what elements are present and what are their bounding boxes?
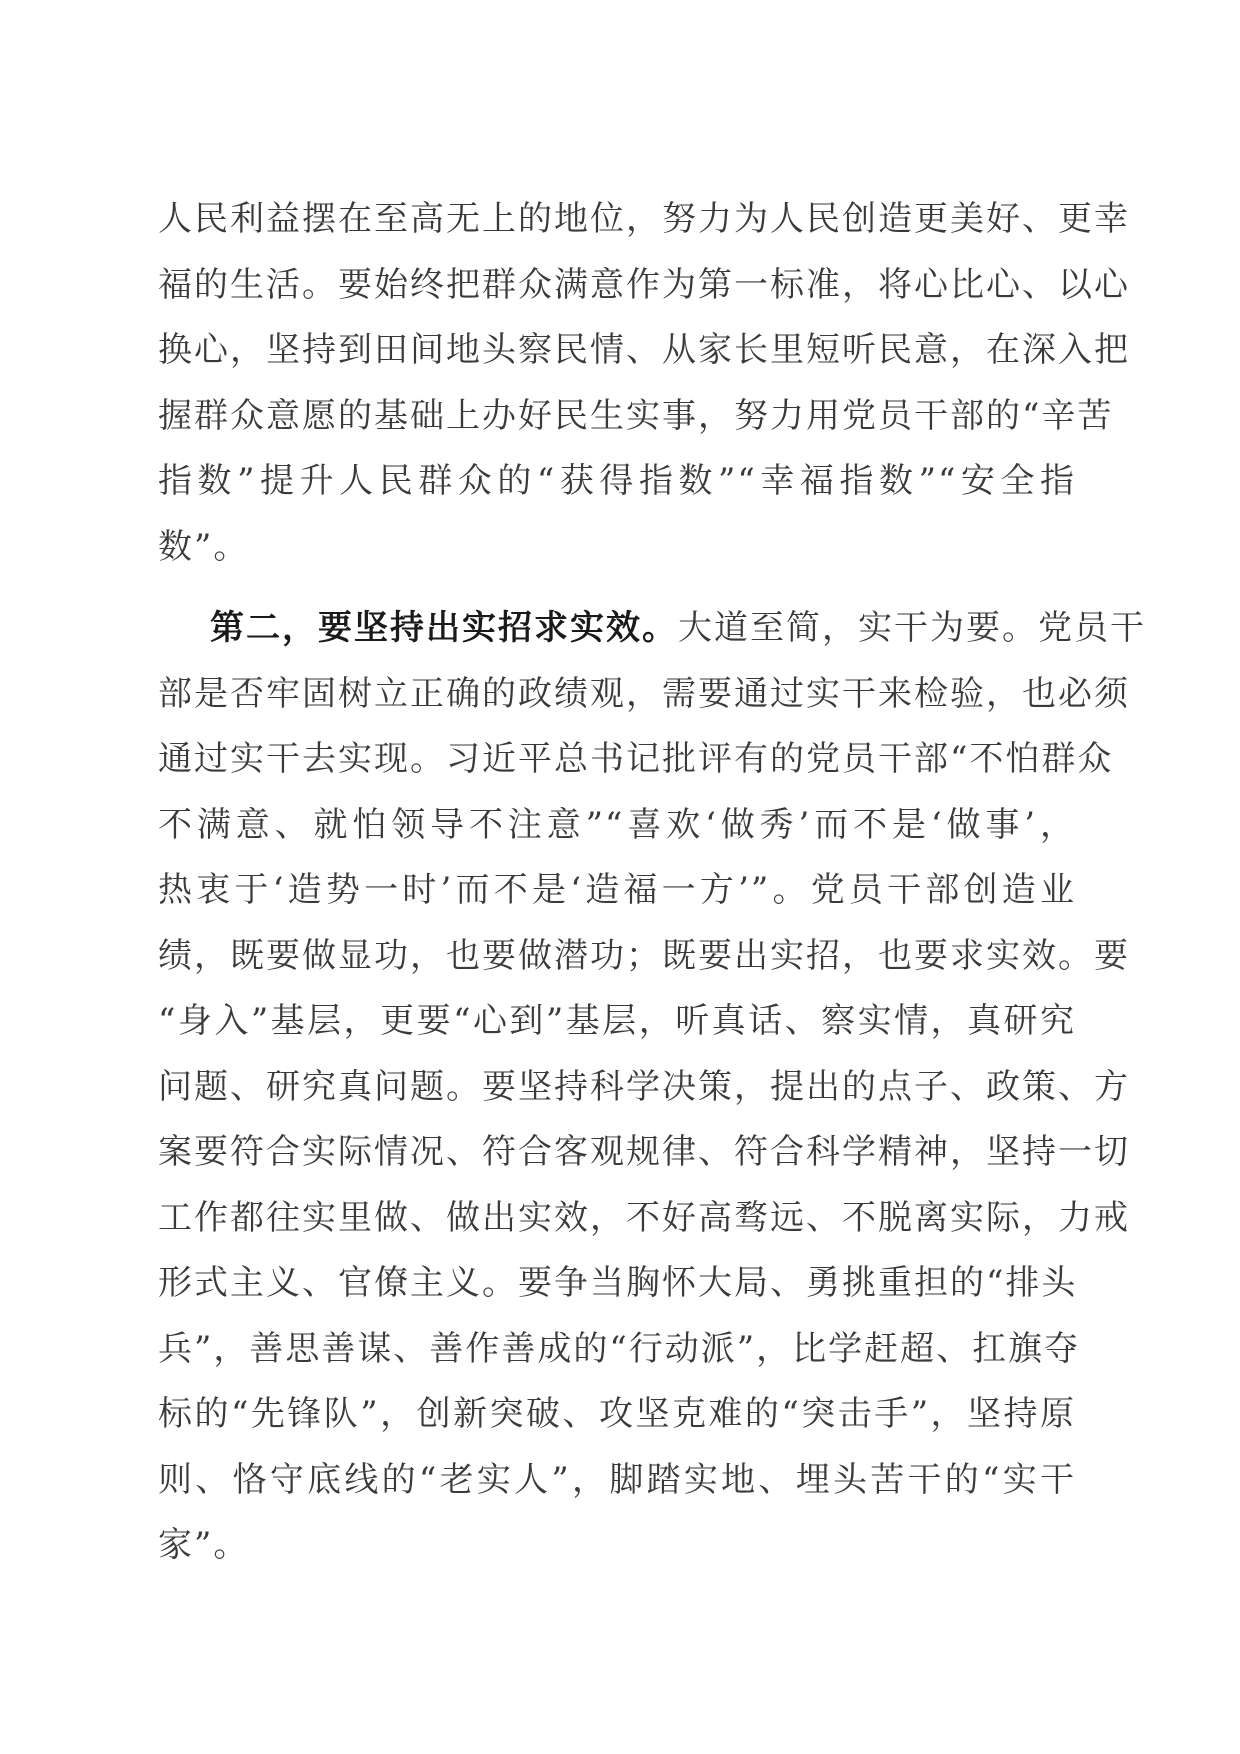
paragraph-line: 热衷于‘造势一时’而不是‘造福一方’”。党员干部创造业 xyxy=(158,870,1076,910)
paragraph-text: 大道至简，实干为要。党员干 xyxy=(678,608,1146,648)
paragraph-line: 案要符合实际情况、符合客观规律、符合科学精神，坚持一切 xyxy=(158,1132,1130,1172)
paragraph-line: 问题、研究真问题。要坚持科学决策，提出的点子、政策、方 xyxy=(158,1066,1130,1107)
paragraph-line: 部是否牢固树立正确的政绩观，需要通过实干来检验，也必须 xyxy=(158,673,1130,714)
paragraph-line: 家”。 xyxy=(158,1525,250,1565)
section-heading: 第二，要坚持出实招求实效。 xyxy=(210,608,678,648)
paragraph-line: 工作都往实里做、做出实效，不好高骛远、不脱离实际，力戒 xyxy=(158,1197,1130,1238)
paragraph-line: 则、恪守底线的“老实人”，脚踏实地、埋头苦干的“实干 xyxy=(158,1459,1076,1500)
paragraph-line: 人民利益摆在至高无上的地位，努力为人民创造更美好、更幸 xyxy=(158,199,1130,239)
paragraph-line: 数”。 xyxy=(158,526,250,567)
paragraph-line: 绩，既要做显功，也要做潜功；既要出实招，也要求实效。要 xyxy=(158,935,1130,976)
paragraph-line: 握群众意愿的基础上办好民生实事，努力用党员干部的“辛苦 xyxy=(158,395,1114,436)
paragraph-line: 福的生活。要始终把群众满意作为第一标准，将心比心、以心 xyxy=(158,264,1130,305)
paragraph-line: 标的“先锋队”，创新突破、攻坚克难的“突击手”，坚持原 xyxy=(158,1394,1076,1434)
paragraph-2 xyxy=(158,596,1146,1579)
paragraph-line: 指数”提升人民群众的“获得指数”“幸福指数”“安全指 xyxy=(158,461,1076,501)
paragraph-line: 通过实干去实现。习近平总书记批评有的党员干部“不怕群众 xyxy=(158,739,1114,779)
paragraph-1 xyxy=(158,187,1130,580)
paragraph-line: 形式主义、官僚主义。要争当胸怀大局、勇挑重担的“排头 xyxy=(158,1263,1078,1303)
paragraph-line: 兵”，善思善谋、善作善成的“行动派”，比学赶超、扛旗夺 xyxy=(158,1328,1081,1369)
paragraph-line: 换心，坚持到田间地头察民情、从家长里短听民意，在深入把 xyxy=(158,330,1130,370)
paragraph-line: 不满意、就怕领导不注意”“喜欢‘做秀’而不是‘做事’， xyxy=(158,804,1076,845)
paragraph-line: “身入”基层，更要“心到”基层，听真话、察实情，真研究 xyxy=(158,1001,1076,1041)
paragraph-first-line xyxy=(158,596,1146,662)
